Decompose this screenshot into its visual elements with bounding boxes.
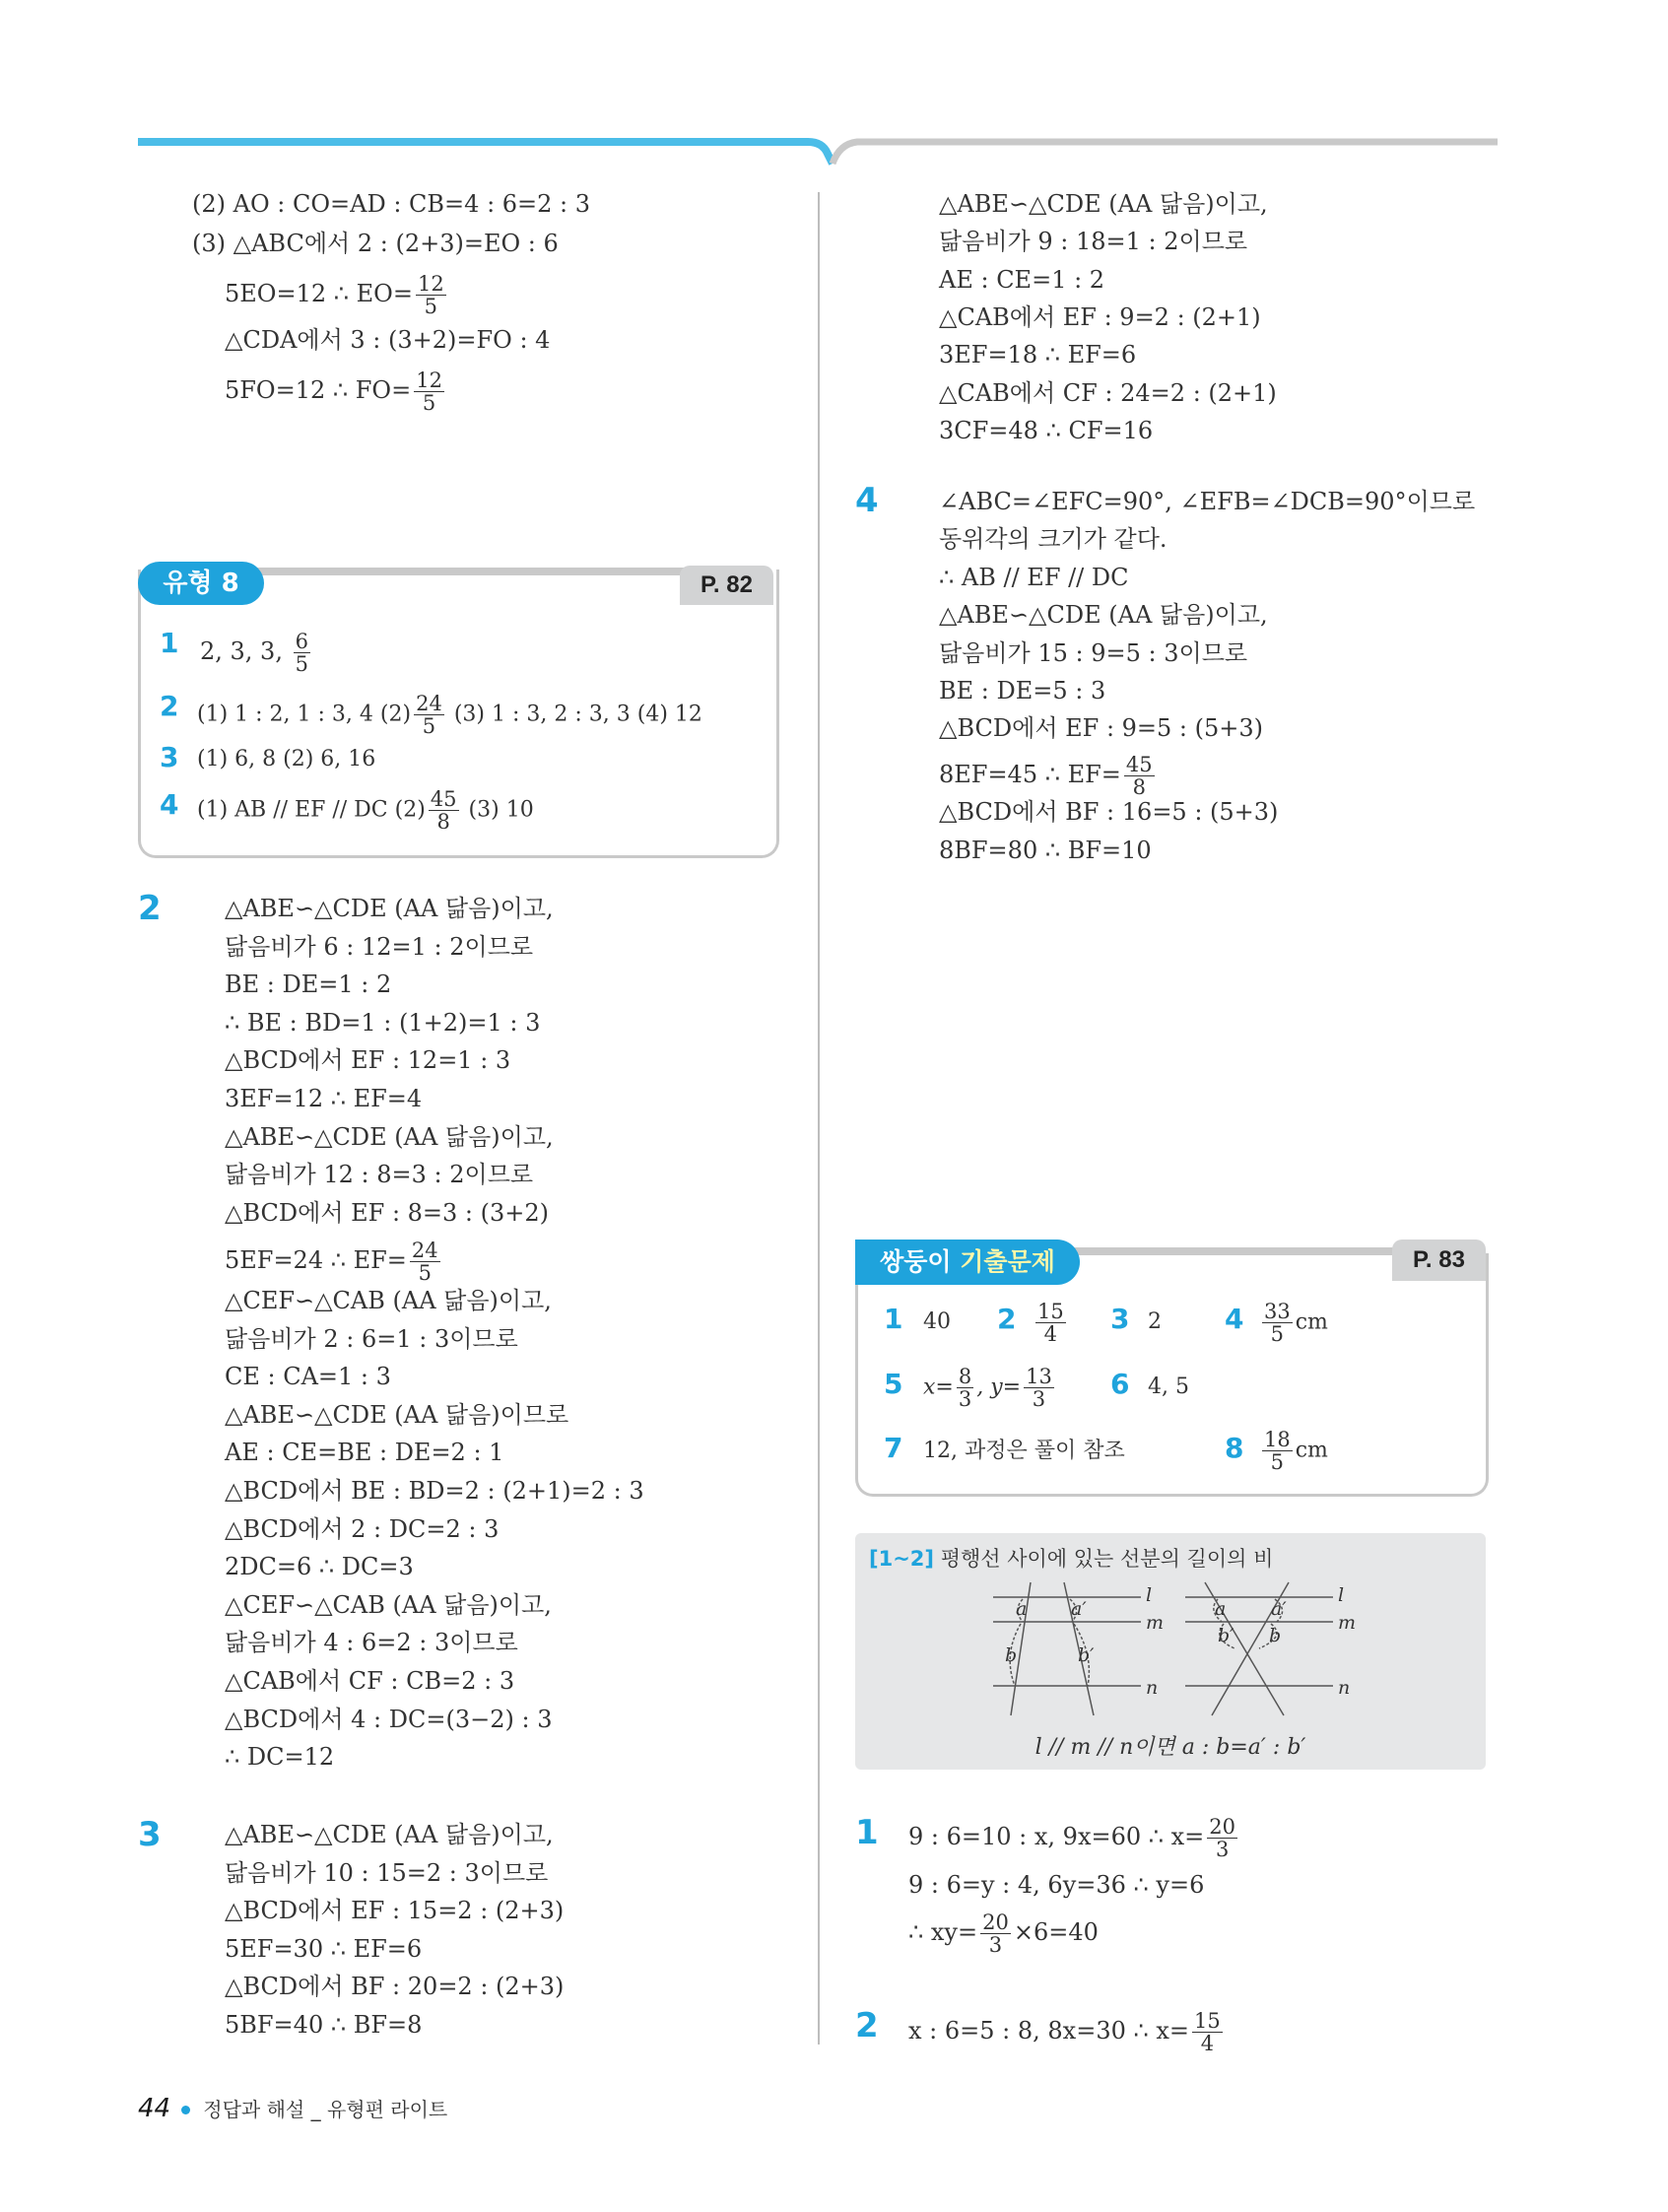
solution-line: 동위각의 크기가 같다. [939,525,1168,554]
solution-line: △CEF∽△CAB (AA 닮음)이고, [225,1287,552,1314]
solution-line: △BCD에서 EF : 15=2 : (2+3) [225,1897,565,1925]
answer-number: 1 [884,1303,903,1335]
solution-line: △BCD에서 EF : 9=5 : (5+3) [939,714,1264,743]
solution-line: △ABE∽△CDE (AA 닮음)이고, [225,895,554,922]
solution-line: (3) △ABC에서 2 : (2+3)=EO : 6 [192,230,559,257]
diagram-label-a: a [1016,1598,1028,1620]
solution-line: ∴ xy= $\frac{20}{3}$ ×6=40 [908,1910,1099,1957]
solution-line: 닮음비가 10 : 15=2 : 3이므로 [225,1858,549,1887]
solution-line: 3EF=12 ∴ EF=4 [225,1085,423,1112]
solution-line: 5EO=12 ∴ EO= $\frac{12}{5}$ [225,272,444,318]
solution-line: 닮음비가 2 : 6=1 : 3이므로 [225,1324,518,1353]
ssangdung-badge: 쌍둥이 기출문제 [855,1240,1080,1285]
question-number: 3 [138,1815,162,1854]
answer-text: 2, 3, 3, $\frac{6}{5}$ [200,630,308,676]
tip-box [855,1533,1486,1770]
answer-text: $\frac{15}{4}$ [1037,1300,1064,1346]
diagram-label-b: b [1005,1644,1018,1666]
diagram-label-b2: b′ [1078,1644,1095,1666]
solution-line: AE : CE=1 : 2 [939,265,1105,294]
solution-line: △ABE∽△CDE (AA 닮음)이고, [939,190,1268,218]
answer-text: x= $\frac{8}{3}$ , y= $\frac{13}{3}$ [923,1365,1052,1411]
question-number: 2 [855,2006,879,2045]
answer-number: 7 [884,1432,903,1464]
solution-line: 3CF=48 ∴ CF=16 [939,416,1154,444]
solution-line: 닮음비가 15 : 9=5 : 3이므로 [939,638,1248,667]
answer-number: 4 [1225,1303,1244,1335]
answer-text: (1) 6, 8 (2) 6, 16 [197,747,376,771]
solution-line: △BCD에서 EF : 12=1 : 3 [225,1046,511,1075]
answer-text: 4, 5 [1148,1374,1189,1399]
solution-line: 3EF=18 ∴ EF=6 [939,341,1137,369]
diagram-label-b: b [1269,1625,1282,1646]
solution-line: △ABE∽△CDE (AA 닮음)이므로 [225,1400,569,1429]
answer-text: $\frac{18}{5}$ cm [1264,1428,1328,1474]
solution-line: ∠ABC=∠EFC=90°, ∠EFB=∠DCB=90°이므로 [939,488,1476,515]
answer-text: (1) AB // EF // DC (2) $\frac{45}{8}$ (3) 10 [197,787,534,834]
solution-line: △BCD에서 2 : DC=2 : 3 [225,1514,500,1543]
solution-line: △BCD에서 BF : 16=5 : (5+3) [939,798,1279,827]
bullet-icon [181,2106,190,2114]
page-ref: P. 82 [680,566,773,605]
question-number: 4 [855,481,879,520]
solution-line: BE : DE=1 : 2 [225,971,392,999]
solution-line: ∴ BE : BD=1 : (1+2)=1 : 3 [225,1008,541,1037]
footer [138,2094,447,2123]
solution-line: 5EF=30 ∴ EF=6 [225,1934,423,1963]
answer-text: 2 [1148,1309,1162,1334]
solution-line: 5FO=12 ∴ FO= $\frac{12}{5}$ [225,369,442,415]
diagram-label-m: m [1338,1612,1357,1634]
header-bar [138,134,1498,168]
solution-line: 2DC=6 ∴ DC=3 [225,1553,414,1581]
solution-line: BE : DE=5 : 3 [939,677,1106,704]
solution-line: △CEF∽△CAB (AA 닮음)이고, [225,1590,552,1619]
solution-line: △CAB에서 CF : 24=2 : (2+1) [939,378,1277,407]
answer-text: (1) 1 : 2, 1 : 3, 4 (2) $\frac{24}{5}$ (3) 1 : 3, 2 : 3, 3 (4) 12 [197,692,702,738]
answer-number: 6 [1110,1368,1130,1400]
diagram-label-l: l [1338,1584,1345,1606]
solution-line: 5EF=24 ∴ EF= $\frac{24}{5}$ [225,1239,438,1286]
diagram-label-n: n [1146,1677,1159,1699]
tip-caption: l // m // n이면 a : b=a′ : b′ [1034,1735,1306,1760]
tip-title: [1~2] 평행선 사이에 있는 선분의 길이의 비 [869,1547,1274,1571]
solution-line: △BCD에서 BE : BD=2 : (2+1)=2 : 3 [225,1477,644,1505]
answer-number: 4 [160,788,179,821]
solution-line: △BCD에서 4 : DC=(3−2) : 3 [225,1705,553,1733]
diagram-label-l: l [1146,1584,1153,1606]
solution-line: △CAB에서 CF : CB=2 : 3 [225,1667,515,1695]
answer-number: 5 [884,1368,903,1400]
solution-line: (2) AO : CO=AD : CB=4 : 6=2 : 3 [192,190,591,218]
solution-line: △ABE∽△CDE (AA 닮음)이고, [225,1821,554,1848]
answer-number: 2 [160,690,179,722]
diagram-label-b2: b′ [1218,1625,1234,1646]
answer-number: 8 [1225,1432,1244,1464]
solution-line: CE : CA=1 : 3 [225,1363,391,1391]
answer-number: 2 [997,1303,1017,1335]
question-number: 1 [855,1813,879,1852]
solution-line: ∴ DC=12 [225,1743,335,1772]
page-number: 44 [138,2094,171,2123]
solution-line: △BCD에서 EF : 8=3 : (3+2) [225,1198,550,1227]
diagram-label-n: n [1338,1677,1351,1699]
solution-line: △ABE∽△CDE (AA 닮음)이고, [939,601,1268,630]
solution-line: 닮음비가 9 : 18=1 : 2이므로 [939,228,1248,256]
solution-line: 8BF=80 ∴ BF=10 [939,836,1152,864]
answer-number: 3 [1110,1303,1130,1335]
footer-title: 정답과 해설 _ 유형편 라이트 [203,2098,448,2121]
solution-line: 5BF=40 ∴ BF=8 [225,2011,423,2039]
solution-line: △BCD에서 BF : 20=2 : (2+3) [225,1973,565,2001]
solution-line: 9 : 6=10 : x, 9x=60 ∴ x= $\frac{20}{3}$ [908,1815,1236,1861]
solution-line: 8EF=45 ∴ EF= $\frac{45}{8}$ [939,752,1153,799]
page-ref: P. 83 [1392,1240,1486,1281]
solution-line: △CDA에서 3 : (3+2)=FO : 4 [225,326,551,354]
question-number: 2 [138,889,162,928]
answer-text: $\frac{33}{5}$ cm [1264,1300,1328,1346]
diagram-label-a2: a′ [1071,1598,1087,1620]
diagram-label-a2: a′ [1271,1598,1287,1620]
solution-line: △CAB에서 EF : 9=2 : (2+1) [939,302,1261,331]
answer-number: 3 [160,741,179,773]
parallel-lines-diagram [993,1577,1357,1725]
solution-line: △ABE∽△CDE (AA 닮음)이고, [225,1122,554,1151]
solution-line: AE : CE=BE : DE=2 : 1 [225,1439,504,1467]
solution-line: 닮음비가 6 : 12=1 : 2이므로 [225,932,534,961]
solution-line: 9 : 6=y : 4, 6y=36 ∴ y=6 [908,1871,1205,1899]
answer-text: 40 [923,1309,951,1334]
diagram-label-a: a [1215,1598,1227,1620]
solution-line: ∴ AB // EF // DC [939,563,1129,591]
diagram-label-m: m [1146,1612,1165,1634]
answer-number: 1 [160,627,179,659]
yuhyung8-badge: 유형 8 [138,562,264,605]
solution-line: 닮음비가 4 : 6=2 : 3이므로 [225,1629,518,1657]
answer-text: 12, 과정은 풀이 참조 [923,1439,1125,1463]
solution-line: 닮음비가 12 : 8=3 : 2이므로 [225,1161,534,1189]
column-divider [818,192,820,2044]
solution-line: x : 6=5 : 8, 8x=30 ∴ x= $\frac{15}{4}$ [908,2009,1221,2055]
